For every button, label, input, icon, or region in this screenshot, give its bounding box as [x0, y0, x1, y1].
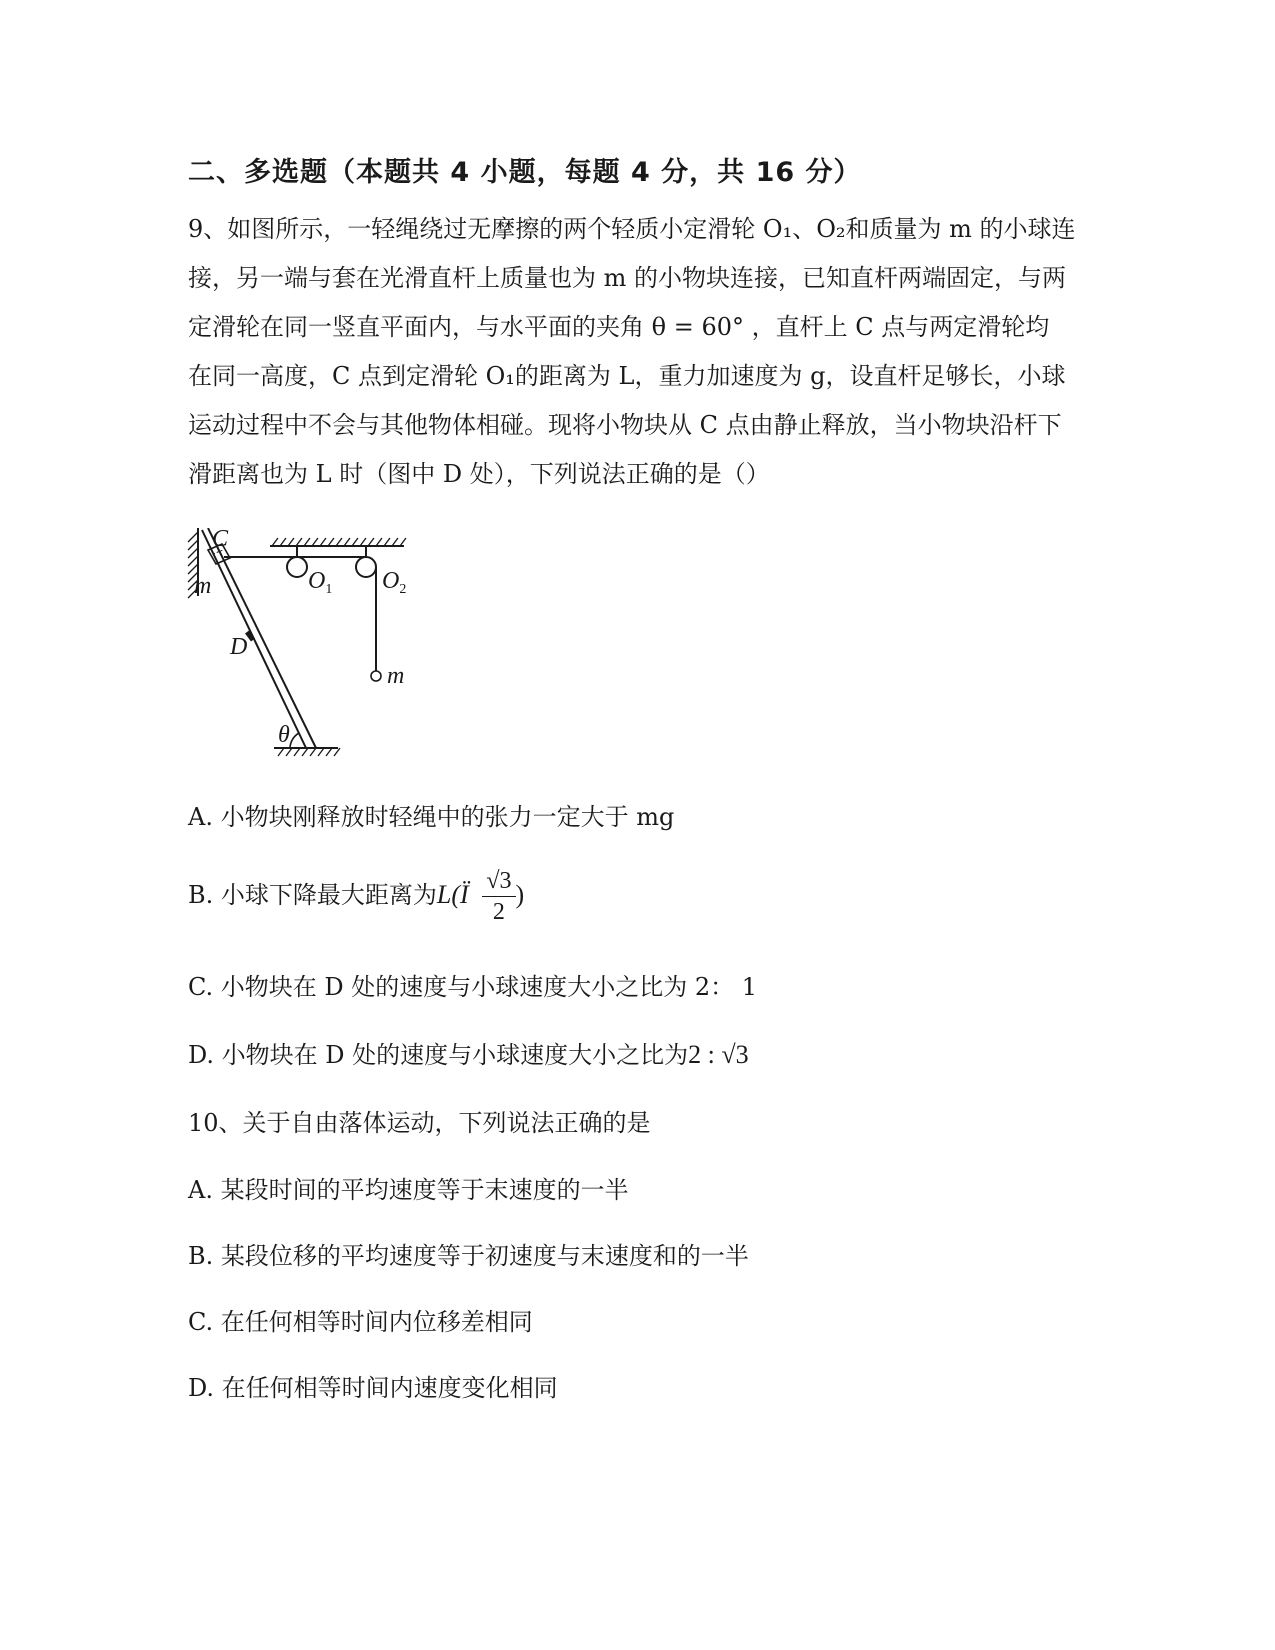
- q9-line-1: 9、如图所示，一轻绳绕过无摩擦的两个轻质小定滑轮 O₁、O₂和质量为 m 的小球连: [188, 215, 1076, 243]
- question-9-stem: [188, 205, 1088, 499]
- pulley-diagram: [186, 528, 436, 800]
- q9-option-b-expr: L(Ï: [436, 880, 469, 909]
- pulley-o1: [287, 557, 307, 577]
- theta-arc: [290, 733, 299, 748]
- label-d: D: [230, 634, 248, 660]
- q9-option-a: A. 小物块刚释放时轻绳中的张力一定大于 mg: [188, 803, 675, 831]
- q9-line-4: 在同一高度，C 点到定滑轮 O₁的距离为 L，重力加速度为 g，设直杆足够长，小球: [188, 362, 1066, 390]
- q9-option-b: [188, 866, 524, 927]
- q10-option-a: A. 某段时间的平均速度等于末速度的一半: [188, 1176, 629, 1204]
- q9-option-d: [188, 1035, 749, 1070]
- q9-line-2: 接，另一端与套在光滑直杆上质量也为 m 的小物块连接，已知直杆两端固定，与两: [188, 264, 1067, 292]
- q10-option-d: D. 在任何相等时间内速度变化相同: [188, 1374, 558, 1402]
- q9-option-d-text: D. 小物块在 D 处的速度与小球速度大小之比为: [188, 1041, 689, 1069]
- q10-option-b: B. 某段位移的平均速度等于初速度与末速度和的一半: [188, 1242, 749, 1270]
- pulley-o2: [356, 557, 376, 577]
- label-theta: θ: [278, 722, 290, 748]
- q9-option-b-close: ): [515, 880, 525, 909]
- q9-option-d-expr: 2 : √3: [688, 1040, 749, 1069]
- question-10-stem: 10、关于自由落体运动，下列说法正确的是: [188, 1109, 651, 1137]
- fraction-denominator: 2: [492, 899, 505, 925]
- q9-option-b-fraction: [482, 866, 515, 927]
- q10-option-c: C. 在任何相等时间内位移差相同: [188, 1308, 533, 1336]
- ground-hatch: [278, 748, 340, 756]
- q9-option-b-text: B. 小球下降最大距离为: [188, 881, 437, 909]
- label-m-block: m: [194, 573, 212, 599]
- ball: [371, 671, 381, 681]
- q9-line-6: 滑距离也为 L 时（图中 D 处），下列说法正确的是（）: [188, 460, 770, 488]
- q9-line-3: 定滑轮在同一竖直平面内，与水平面的夹角 θ = 60° ，直杆上 C 点与两定滑轮均: [188, 313, 1050, 341]
- q9-option-c: C. 小物块在 D 处的速度与小球速度大小之比为 2： 1: [188, 973, 758, 1001]
- label-c: C: [212, 528, 229, 552]
- label-m-ball: m: [387, 663, 405, 689]
- q9-line-5: 运动过程中不会与其他物体相碰。现将小物块从 C 点由静止释放，当小物块沿杆下: [188, 411, 1062, 439]
- label-o1: $O_1$: [308, 568, 333, 597]
- ceiling-hatch: [272, 538, 406, 546]
- fraction-numerator: √3: [482, 866, 515, 897]
- section-title: 二、多选题（本题共 4 小题，每题 4 分，共 16 分）: [188, 157, 862, 188]
- label-o2: $O_2$: [382, 568, 407, 597]
